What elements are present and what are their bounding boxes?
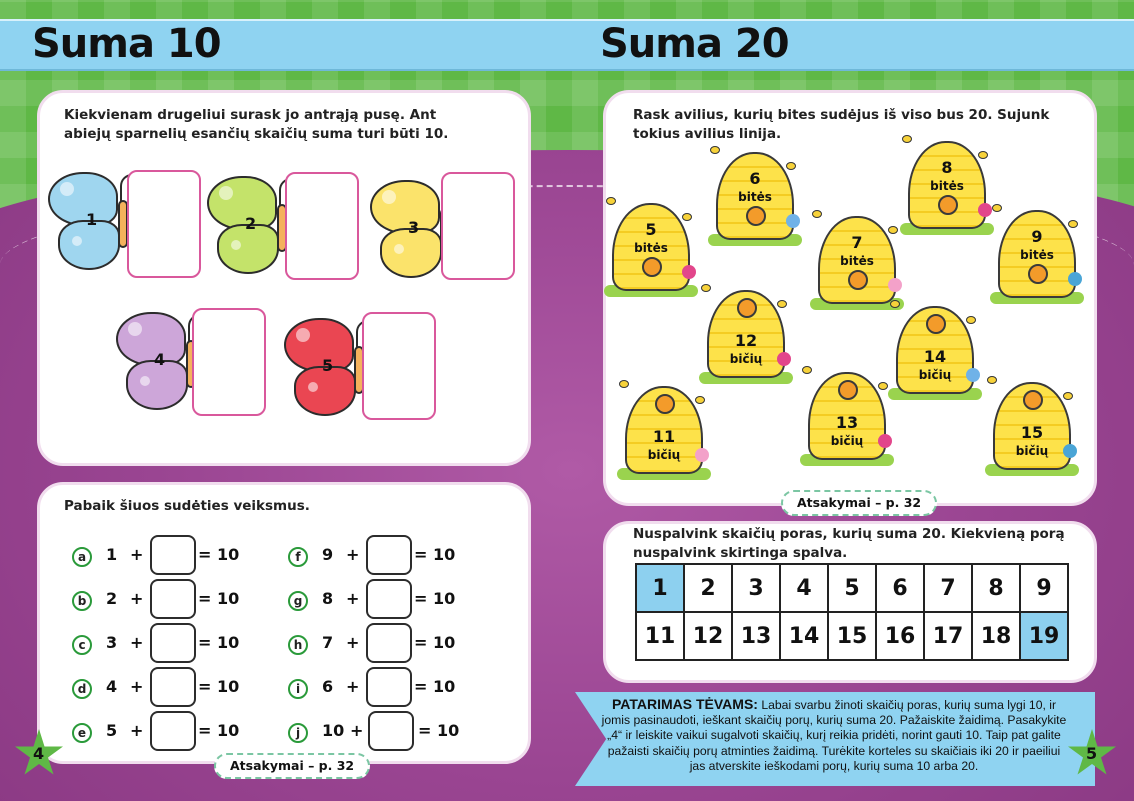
parent-tip [600, 697, 1068, 774]
beehive[interactable] [993, 382, 1071, 482]
bee-icon [606, 197, 616, 205]
plus-sign: + [346, 633, 360, 652]
hive-door [848, 270, 868, 290]
exercise-addend: 7 [322, 633, 334, 652]
answer-box[interactable] [366, 535, 412, 575]
number-cell[interactable]: 11 [636, 612, 684, 660]
hive-door [938, 195, 958, 215]
exercise-row [72, 539, 272, 579]
butterfly-number: 1 [86, 210, 98, 229]
number-cell[interactable]: 1 [636, 564, 684, 612]
plus-sign: + [130, 589, 144, 608]
hives-instruction: Rask avilius, kurių bites sudėjus iš viso bus 20. Sujunk tokius avilius linija. [633, 107, 1050, 142]
equals-ten: = 10 [414, 677, 456, 696]
bee-icon [987, 376, 997, 384]
butterfly-drawing-box[interactable] [127, 170, 201, 278]
answer-box[interactable] [150, 667, 196, 707]
exercise-row [288, 583, 488, 623]
hive-bees-word: bitės [634, 241, 668, 255]
bee-icon [619, 380, 629, 388]
butterfly-half [207, 176, 287, 276]
hive-bees-word: bičių [918, 368, 952, 382]
number-grid [635, 563, 1069, 661]
bee-icon [786, 162, 796, 170]
exercise-addend: 1 [106, 545, 118, 564]
butterfly-half [284, 318, 364, 418]
tip-heading: PATARIMAS TĖVAMS: [611, 696, 758, 712]
bee-icon [966, 316, 976, 324]
number-cell[interactable]: 2 [684, 564, 732, 612]
exercise-row [72, 583, 272, 623]
flower-icon [682, 265, 696, 279]
exercise-addend: 4 [106, 677, 118, 696]
plus-sign: + [346, 589, 360, 608]
butterflies-instruction: Kiekvienam drugeliui surask jo antrąją pusę. Ant abiejų sparnelių esančių skaičių suma turi būti 10. [64, 107, 449, 142]
hive-number: 14 [923, 347, 947, 366]
number-cell[interactable]: 14 [780, 612, 828, 660]
tip-body: Labai svarbu žinoti skaičių poras, kurių suma lygi 10, ir jomis pasinaudoti, ieškant skaičių porų, kurių suma 20. Pažaiskite žaidimą. Pasakykite „4“ ir leiskite vaikui sugalvoti skaičių, kurį reikia pridėti, norint gauti 10. Taip pat galite pažaisti skaičių porų atminties žaidimą. Turėkite korteles su skaičiais iki 20 ir paeiliui jas atverskite ieškodami porų, kurių suma 10 arba 20. [601, 698, 1067, 773]
hive-bees-word: bičių [830, 434, 864, 448]
bee-icon [902, 135, 912, 143]
bee-icon [878, 382, 888, 390]
number-cell[interactable]: 12 [684, 612, 732, 660]
bee-icon [812, 210, 822, 218]
grid-row [636, 564, 1068, 612]
plus-sign: + [346, 545, 360, 564]
number-cell[interactable]: 19 [1020, 612, 1068, 660]
bee-icon [777, 300, 787, 308]
beehive[interactable] [818, 216, 896, 316]
beehive[interactable] [998, 210, 1076, 310]
bee-icon [1063, 392, 1073, 400]
page-number-right: 5 [1086, 744, 1098, 763]
hive-number: 12 [734, 331, 758, 350]
plus-sign: + [130, 633, 144, 652]
beehive[interactable] [808, 372, 886, 472]
exercise-letter: h [288, 635, 308, 655]
number-cell[interactable]: 18 [972, 612, 1020, 660]
number-cell[interactable]: 3 [732, 564, 780, 612]
exercise-row [288, 627, 488, 667]
hive-number: 6 [749, 169, 761, 188]
bee-icon [992, 204, 1002, 212]
exercise-letter: i [288, 679, 308, 699]
answer-box[interactable] [366, 623, 412, 663]
hive-number: 8 [941, 158, 953, 177]
exercise-row [288, 671, 488, 711]
butterfly-half [116, 312, 196, 412]
exercise-letter: j [288, 723, 308, 743]
exercise-row [72, 627, 272, 667]
bee-icon [890, 300, 900, 308]
answer-box[interactable] [150, 711, 196, 751]
page-number-left: 4 [33, 744, 45, 763]
flower-icon [888, 278, 902, 292]
bee-icon [695, 396, 705, 404]
number-cell[interactable]: 6 [876, 564, 924, 612]
answer-box[interactable] [366, 667, 412, 707]
bee-icon [701, 284, 711, 292]
answer-box[interactable] [366, 579, 412, 619]
butterfly-drawing-box[interactable] [285, 172, 359, 280]
number-cell[interactable]: 7 [924, 564, 972, 612]
equals-ten: = 10 [414, 589, 456, 608]
exercise-row [288, 539, 488, 579]
butterfly-half [370, 180, 450, 280]
beehive[interactable] [707, 290, 785, 390]
exercise-row [72, 671, 272, 711]
hive-door [655, 394, 675, 414]
number-cell[interactable]: 9 [1020, 564, 1068, 612]
hive-number: 11 [652, 427, 676, 446]
beehive[interactable] [625, 386, 703, 486]
right-page-title: Suma 20 [600, 21, 789, 67]
hive-number: 9 [1031, 227, 1043, 246]
butterfly-number: 4 [154, 350, 166, 369]
number-cell[interactable]: 13 [732, 612, 780, 660]
hive-door [642, 257, 662, 277]
plus-sign: + [130, 677, 144, 696]
bee-icon [888, 226, 898, 234]
hive-bees-word: bitės [738, 190, 772, 204]
exercise-addend: 3 [106, 633, 118, 652]
exercise-addend: 8 [322, 589, 334, 608]
butterfly-number: 3 [408, 218, 420, 237]
exercise-addend: 10 [322, 721, 345, 740]
exercise-letter: g [288, 591, 308, 611]
hive-door [926, 314, 946, 334]
butterfly-number: 2 [245, 214, 257, 233]
plus-sign: + [130, 545, 144, 564]
bee-icon [682, 213, 692, 221]
hive-door [737, 298, 757, 318]
number-cell[interactable]: 15 [828, 612, 876, 660]
butterfly-number: 5 [322, 356, 334, 375]
plus-sign: + [346, 677, 360, 696]
hive-door [1028, 264, 1048, 284]
butterfly-drawing-box[interactable] [192, 308, 266, 416]
exercise-addend: 5 [106, 721, 118, 740]
exercise-letter: e [72, 723, 92, 743]
beehive[interactable] [612, 203, 690, 303]
bee-icon [1068, 220, 1078, 228]
equals-ten: = 10 [414, 545, 456, 564]
hive-bees-word: bitės [930, 179, 964, 193]
number-cell[interactable]: 4 [780, 564, 828, 612]
equals-ten: = 10 [198, 545, 240, 564]
flower-icon [1063, 444, 1077, 458]
hive-number: 15 [1020, 423, 1044, 442]
exercise-addend: 9 [322, 545, 334, 564]
hive-bees-word: bitės [840, 254, 874, 268]
butterfly-drawing-box[interactable] [441, 172, 515, 280]
hive-number: 13 [835, 413, 859, 432]
equals-ten: = 10 [198, 589, 240, 608]
answer-box[interactable] [150, 623, 196, 663]
hive-bees-word: bičių [647, 448, 681, 462]
equals-ten: = 10 [198, 633, 240, 652]
hive-number: 5 [645, 220, 657, 239]
hive-door [838, 380, 858, 400]
equals-ten: = 10 [418, 721, 460, 740]
flower-icon [978, 203, 992, 217]
plus-sign: + [130, 721, 144, 740]
bee-icon [802, 366, 812, 374]
exercise-addend: 2 [106, 589, 118, 608]
hive-door [1023, 390, 1043, 410]
beehive[interactable] [896, 306, 974, 406]
bee-icon [710, 146, 720, 154]
hive-bees-word: bičių [1015, 444, 1049, 458]
number-cell[interactable]: 16 [876, 612, 924, 660]
answer-box[interactable] [150, 579, 196, 619]
equals-ten: = 10 [414, 633, 456, 652]
flower-icon [786, 214, 800, 228]
exercise-letter: b [72, 591, 92, 611]
exercise-row [72, 715, 272, 755]
flower-icon [1068, 272, 1082, 286]
exercise-letter: f [288, 547, 308, 567]
bee-icon [978, 151, 988, 159]
flower-icon [878, 434, 892, 448]
exercise-letter: c [72, 635, 92, 655]
hive-number: 7 [851, 233, 863, 252]
hive-bees-word: bitės [1020, 248, 1054, 262]
equals-ten: = 10 [198, 721, 240, 740]
beehive[interactable] [908, 141, 986, 241]
addition-instruction: Pabaik šiuos sudėties veiksmus. [64, 498, 310, 514]
answer-box[interactable] [150, 535, 196, 575]
answers-note-right: Atsakymai – p. 32 [781, 490, 937, 516]
exercise-addend: 6 [322, 677, 334, 696]
hive-bees-word: bičių [729, 352, 763, 366]
butterfly-half [48, 172, 128, 272]
beehive[interactable] [716, 152, 794, 252]
plus-sign: + [350, 721, 364, 740]
pairs-instruction: Nuspalvink skaičių poras, kurių suma 20. Kiekvieną porą nuspalvink skirtinga spalva. [633, 526, 1065, 561]
exercise-row [288, 715, 488, 755]
number-cell[interactable]: 8 [972, 564, 1020, 612]
flower-icon [777, 352, 791, 366]
flower-icon [695, 448, 709, 462]
exercise-letter: d [72, 679, 92, 699]
grid-row [636, 612, 1068, 660]
number-cell[interactable]: 17 [924, 612, 972, 660]
flower-icon [966, 368, 980, 382]
equals-ten: = 10 [198, 677, 240, 696]
answers-note-left: Atsakymai – p. 32 [214, 753, 370, 779]
exercise-letter: a [72, 547, 92, 567]
answer-box[interactable] [368, 711, 414, 751]
number-cell[interactable]: 5 [828, 564, 876, 612]
butterfly-drawing-box[interactable] [362, 312, 436, 420]
hive-door [746, 206, 766, 226]
left-page-title: Suma 10 [32, 21, 221, 67]
